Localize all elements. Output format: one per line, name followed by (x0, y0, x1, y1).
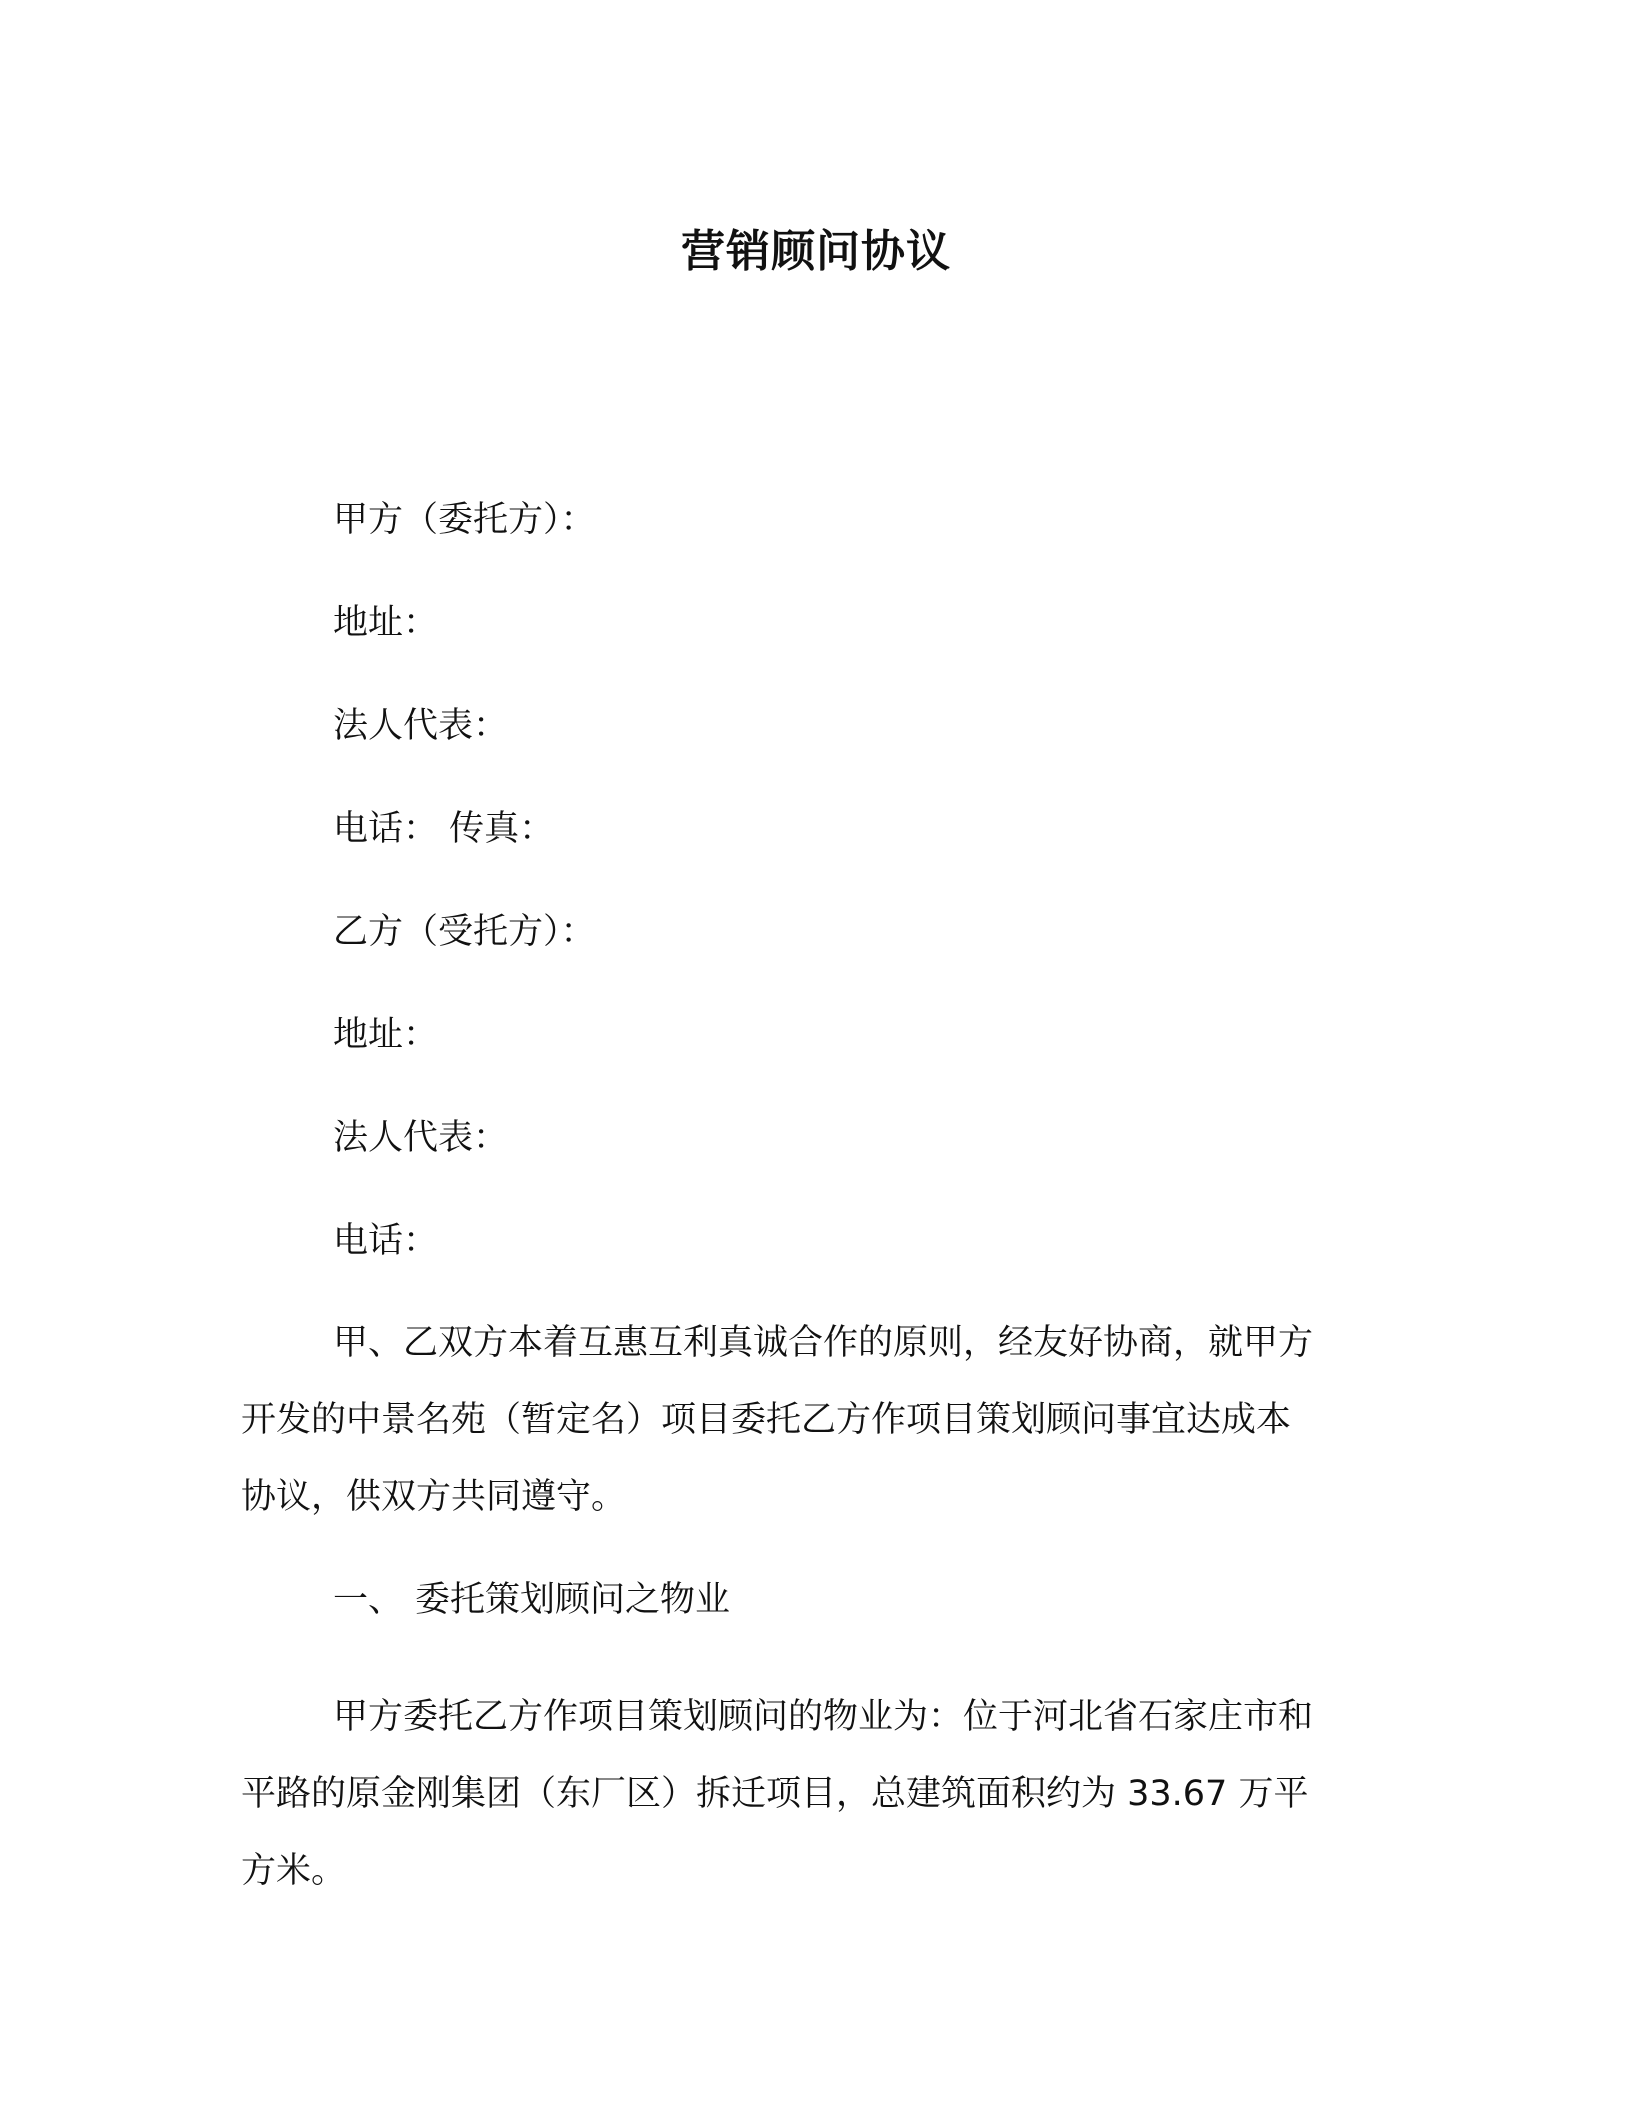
party-a-legal-rep-label: 法人代表： (333, 706, 509, 746)
party-b-label: 乙方（受托方）： (333, 912, 596, 952)
section-1-heading (333, 1576, 730, 1624)
section-1-line: 平路的原金刚集团（东厂区）拆迁项目，总建筑面积约为 33.67 万平 (241, 1774, 1309, 1814)
section-1-line: 方米。 (241, 1851, 347, 1891)
party-b-legal-rep-label: 法人代表： (333, 1118, 509, 1158)
intro-line: 甲、乙双方本着互惠互利真诚合作的原则，经友好协商，就甲方 (333, 1323, 1314, 1363)
party-a-phone-fax-label: 电话： 传真： (333, 809, 555, 849)
party-b-phone-label: 电话： (333, 1221, 439, 1261)
section-1-paragraph (241, 1679, 1381, 1910)
party-b-address-label: 地址： (333, 1015, 439, 1055)
intro-line: 开发的中景名苑（暂定名）项目委托乙方作项目策划顾问事宜达成本 (241, 1400, 1292, 1440)
section-1-line: 甲方委托乙方作项目策划顾问的物业为：位于河北省石家庄市和 (333, 1697, 1314, 1737)
intro-line: 协议，供双方共同遵守。 (241, 1477, 627, 1517)
section-1-title: 委托策划顾问之物业 (415, 1580, 731, 1620)
party-a-address-label: 地址： (333, 603, 439, 643)
section-1-number: 一、 (333, 1580, 404, 1620)
party-a-label: 甲方（委托方）： (333, 500, 596, 540)
document-title: 营销顾问协议 (681, 226, 951, 277)
intro-paragraph (241, 1305, 1381, 1536)
